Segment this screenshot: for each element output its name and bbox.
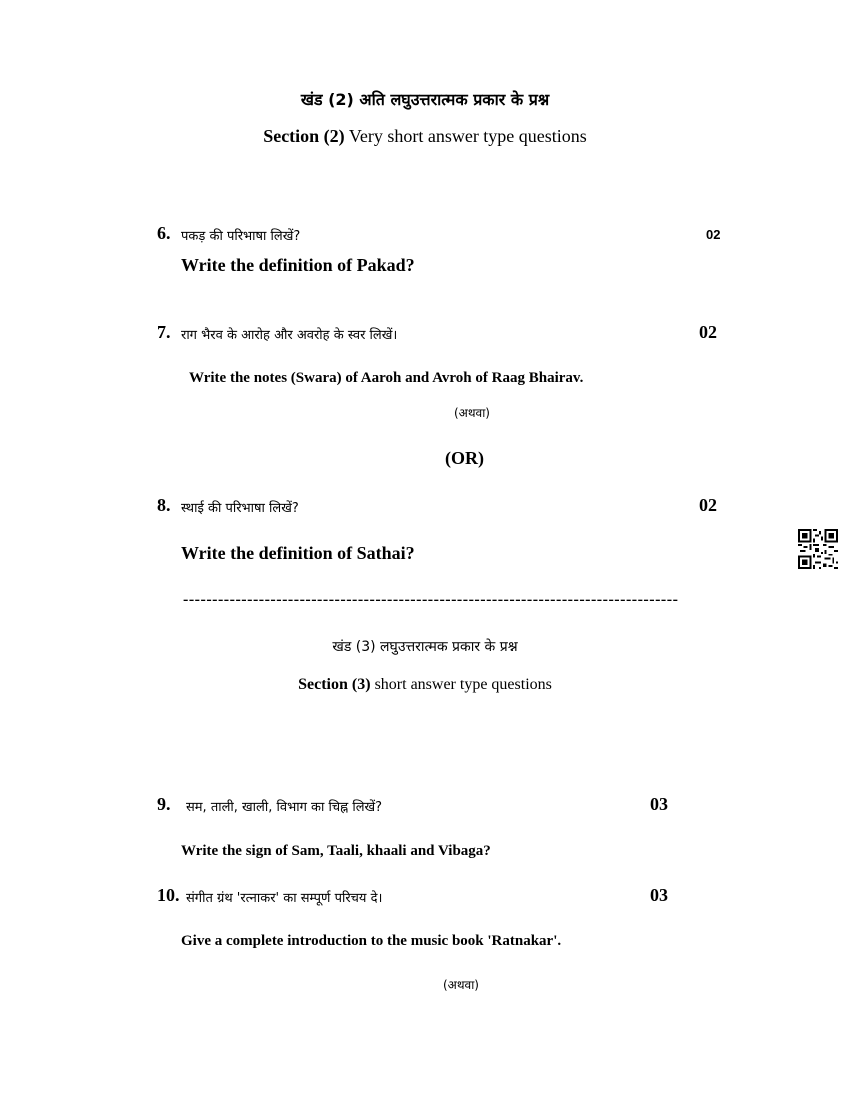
question-6-english: Write the definition of Pakad? bbox=[181, 255, 415, 275]
question-6-number: 6. bbox=[157, 223, 171, 243]
question-8-marks: 02 bbox=[699, 495, 717, 515]
question-6-hindi: पकड़ की परिभाषा लिखें? bbox=[181, 229, 301, 244]
question-9-number: 9. bbox=[157, 794, 171, 814]
question-9-hindi: सम, ताली, खाली, विभाग का चिह्न लिखें? bbox=[186, 800, 383, 815]
question-8-english: Write the definition of Sathai? bbox=[181, 543, 415, 563]
question-6-marks: 02 bbox=[706, 227, 721, 242]
section-3-subtitle: short answer type questions bbox=[370, 676, 552, 693]
question-7-english: Write the notes (Swara) of Aaroh and Avroh of Raag Bhairav. bbox=[189, 370, 584, 386]
question-8-hindi: स्थाई की परिभाषा लिखें? bbox=[181, 501, 299, 516]
section-3-title-english bbox=[0, 676, 850, 694]
question-7-number: 7. bbox=[157, 322, 171, 342]
question-10-number: 10. bbox=[157, 885, 180, 905]
section-2-label: Section (2) bbox=[263, 126, 345, 146]
question-10-or-hindi: (अथवा) bbox=[443, 978, 479, 992]
question-9-marks: 03 bbox=[650, 794, 668, 814]
section-2-title-hindi: खंड (2) अति लघुउत्तरात्मक प्रकार के प्रश्न bbox=[300, 90, 550, 109]
section-3-label: Section (3) bbox=[298, 676, 371, 693]
question-10-hindi: संगीत ग्रंथ 'रत्नाकर' का सम्पूर्ण परिचय दे। bbox=[186, 891, 383, 906]
question-9-english: Write the sign of Sam, Taali, khaali and Vibaga? bbox=[181, 843, 491, 859]
question-7-or-english: (OR) bbox=[445, 448, 484, 468]
section-divider: ------------------------------------------------------------------------------------- bbox=[183, 591, 679, 608]
question-8-number: 8. bbox=[157, 495, 171, 515]
section-2-title-english bbox=[0, 126, 850, 147]
question-7-marks: 02 bbox=[699, 322, 717, 342]
qr-code-icon bbox=[798, 528, 838, 570]
question-7-or-hindi: (अथवा) bbox=[454, 406, 490, 420]
question-7-hindi: राग भैरव के आरोह और अवरोह के स्वर लिखें। bbox=[181, 328, 398, 343]
section-3-title-hindi: खंड (3) लघुउत्तरात्मक प्रकार के प्रश्न bbox=[332, 639, 518, 655]
question-10-marks: 03 bbox=[650, 885, 668, 905]
section-2-subtitle: Very short answer type questions bbox=[344, 126, 587, 146]
question-10-english: Give a complete introduction to the music book 'Ratnakar'. bbox=[181, 933, 562, 949]
